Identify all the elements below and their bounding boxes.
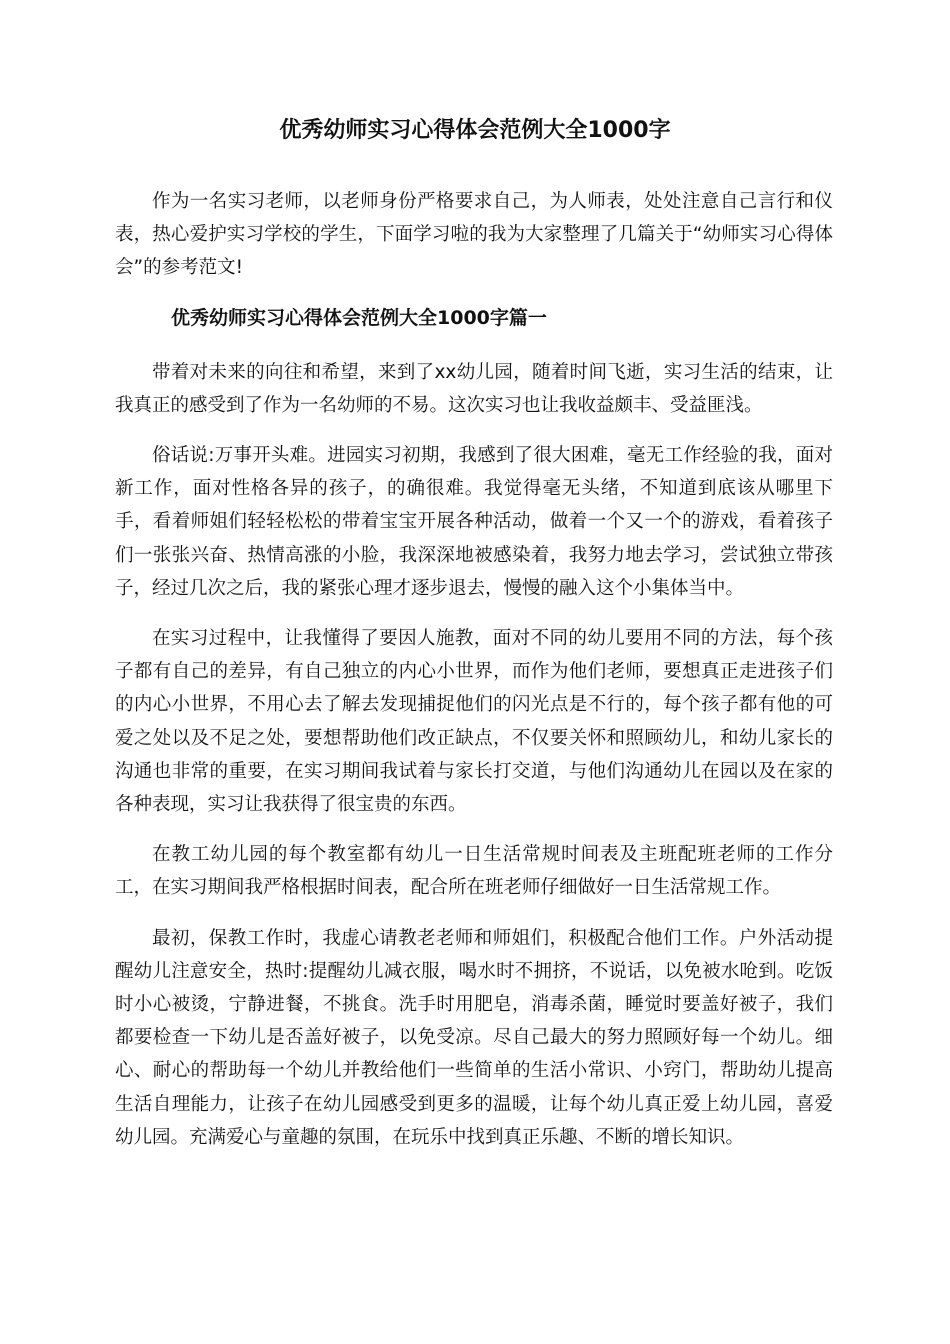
intro-paragraph: 作为一名实习老师，以老师身份严格要求自己，为人师表，处处注意自己言行和仪表，热心爱护实习学校的学生，下面学习啦的我为大家整理了几篇关于“幼师实习心得体会”的参考范文!: [115, 191, 833, 279]
body-paragraph-3: 在实习过程中，让我懂得了要因人施教，面对不同的幼儿要用不同的方法，每个孩子都有自己的差异，有自己独立的内心小世界，而作为他们老师，要想真正走进孩子们的内心小世界，不用心去了解去发现捕捉他们的闪光点是不行的，每个孩子都有他的可爱之处以及不足之处，要想帮助他们改正缺点，不仅要关怀和照顾幼儿，和幼儿家长的沟通也非常的重要，在实习期间我试着与家长打交道，与他们沟通幼儿在园以及在家的各种表现，实习让我获得了很宝贵的东西。: [115, 628, 833, 816]
body-paragraph-1: 带着对未来的向往和希望，来到了xx幼儿园，随着时间飞逝，实习生活的结束，让我真正的感受到了作为一名幼师的不易。这次实习也让我收益颇丰、受益匪浅。: [115, 361, 833, 416]
body-paragraph-4: 在教工幼儿园的每个教室都有幼儿一日生活常规时间表及主班配班老师的工作分工，在实习期间我严格根据时间表，配合所在班老师仔细做好一日生活常规工作。: [115, 844, 833, 899]
section-title: 优秀幼师实习心得体会范例大全1000字篇一: [171, 306, 547, 329]
document-body: [115, 185, 833, 1171]
body-paragraph-2: 俗话说:万事开头难。进园实习初期，我感到了很大困难，毫无工作经验的我，面对新工作，面对性格各异的孩子，的确很难。我觉得毫无头绪，不知道到底该从哪里下手，看着师姐们轻轻松松的带着宝宝开展各种活动，做着一个又一个的游戏，看着孩子们一张张兴奋、热情高涨的小脸，我深深地被感染着，我努力地去学习，尝试独立带孩子，经过几次之后，我的紧张心理才逐步退去，慢慢的融入这个小集体当中。: [115, 445, 833, 599]
body-paragraph-5: 最初，保教工作时，我虚心请教老老师和师姐们，积极配合他们工作。户外活动提醒幼儿注意安全，热时:提醒幼儿减衣服，喝水时不拥挤，不说话，以免被水呛到。吃饭时小心被烫，宁静进餐，不挑食。洗手时用肥皂，消毒杀菌，睡觉时要盖好被子，我们都要检查一下幼儿是否盖好被子，以免受凉。尽自己最大的努力照顾好每一个幼儿。细心、耐心的帮助每一个幼儿并教给他们一些简单的生活小常识、小窍门，帮助幼儿提高生活自理能力，让孩子在幼儿园感受到更多的温暖，让每个幼儿真正爱上幼儿园，喜爱幼儿园。充满爱心与童趣的氛围，在玩乐中找到真正乐趣、不断的增长知识。: [115, 927, 833, 1148]
document-title: 优秀幼师实习心得体会范例大全1000字: [279, 118, 671, 143]
